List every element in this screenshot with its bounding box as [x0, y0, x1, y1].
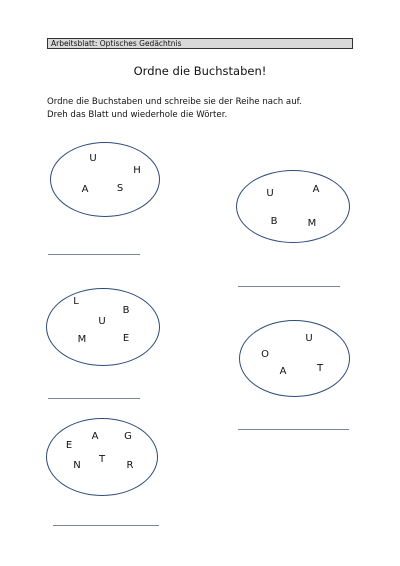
letter-ellipse-2 — [236, 170, 350, 243]
puzzle-4-letter: A — [279, 366, 287, 377]
instructions — [47, 96, 367, 121]
puzzle-1-letter: A — [81, 184, 89, 195]
puzzle-5-letter: G — [124, 431, 132, 442]
instruction-line-1: Ordne die Buchstaben und schreibe sie der Reihe nach auf. — [47, 97, 302, 107]
answer-line-1[interactable] — [48, 254, 140, 255]
puzzle-2-letter: B — [270, 216, 278, 227]
puzzle-4-letter: T — [316, 363, 324, 374]
puzzle-5-letter: R — [126, 460, 134, 471]
puzzle-1-letter: U — [89, 153, 97, 164]
answer-line-5[interactable] — [53, 525, 159, 526]
page-title: Ordne die Buchstaben! — [133, 64, 267, 78]
puzzle-4-letter: O — [261, 349, 269, 360]
puzzle-5-letter: T — [98, 454, 106, 465]
puzzle-1-letter: S — [116, 183, 124, 194]
puzzle-3-letter: E — [122, 333, 130, 344]
worksheet-header — [47, 38, 353, 49]
puzzle-2-letter: A — [312, 184, 320, 195]
puzzle-5-letter: N — [73, 460, 81, 471]
puzzle-5-letter: E — [65, 440, 73, 451]
puzzle-2-letter: U — [266, 188, 274, 199]
answer-line-2[interactable] — [238, 286, 340, 287]
puzzle-3-letter: B — [122, 305, 130, 316]
puzzle-3-letter: L — [73, 296, 79, 307]
letter-ellipse-1 — [50, 142, 160, 217]
answer-line-4[interactable] — [238, 429, 349, 430]
puzzle-5-letter: A — [91, 431, 99, 442]
letter-ellipse-3 — [46, 288, 160, 366]
puzzle-4-letter: U — [305, 333, 313, 344]
puzzle-2-letter: M — [307, 218, 317, 229]
puzzle-1-letter: H — [133, 165, 141, 176]
worksheet-header-label: Arbeitsblatt: Optisches Gedächtnis — [51, 39, 182, 48]
instruction-line-2: Dreh das Blatt und wiederhole die Wörter. — [47, 109, 228, 120]
letter-ellipse-4 — [239, 320, 350, 397]
puzzle-3-letter: M — [77, 334, 87, 345]
answer-line-3[interactable] — [48, 398, 140, 399]
puzzle-3-letter: U — [98, 316, 106, 327]
